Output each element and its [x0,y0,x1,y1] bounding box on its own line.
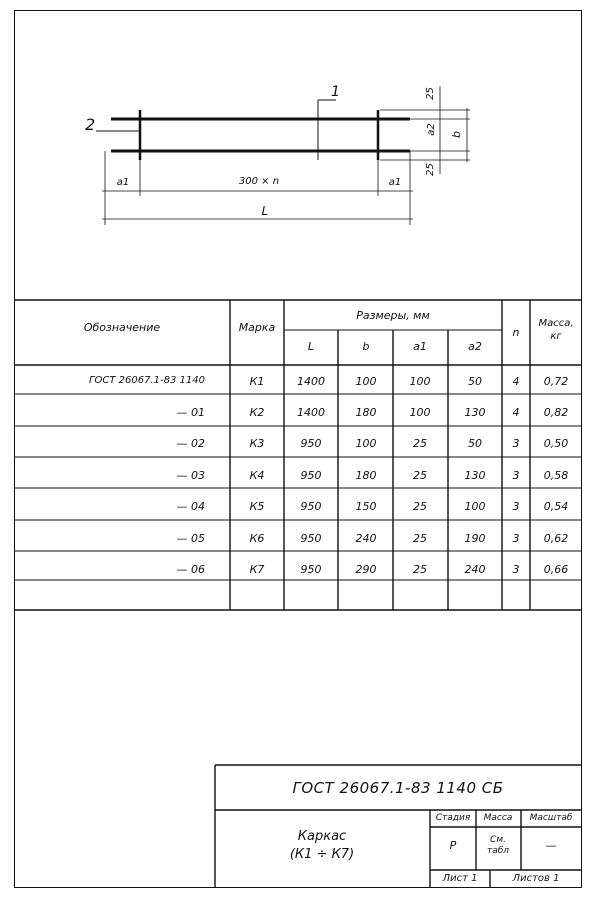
table-row-a2: 50 [468,375,482,388]
table-row-mark: К6 [249,532,265,545]
document-code: ГОСТ 26067.1-83 1140 СБ [292,779,504,797]
table-row-a1: 25 [413,500,427,513]
table-row-mass: 0,66 [543,563,569,576]
sheets-label: Листов 1 [512,873,560,884]
table-row-b: 180 [355,406,377,419]
table-row-mark: К4 [249,469,265,482]
header-mass-line2: кг [550,331,562,342]
table-row-L: 950 [300,500,322,513]
table-row-a2: 130 [464,469,486,482]
table-row-n: 3 [512,469,520,482]
table-row-a1: 25 [413,469,427,482]
header-designation: Обозначение [83,321,161,334]
cage-drawing [0,0,591,300]
table-row-designation: — 02 [176,437,205,450]
table-row-mark: К2 [249,406,265,419]
table-row-mass: 0,50 [543,437,569,450]
scale-label: Масштаб [529,813,573,823]
item-name-line2: (К1 ÷ К7) [289,847,355,862]
table-row-L: 950 [300,469,322,482]
dim-top-label: 25 [424,87,436,100]
stage-label: Стадия [435,813,471,823]
leader-label-2: 2 [85,115,96,134]
mass-label: Масса [483,813,513,823]
table-row-n: 4 [512,406,520,419]
table-row-L: 1400 [297,406,325,419]
table-row-n: 3 [512,500,520,513]
table-row-a2: 240 [464,563,486,576]
table-row-L: 1400 [297,375,325,388]
table-row-L: 950 [300,532,322,545]
dim-bottom-label: 25 [424,163,436,176]
header-mass-line1: Масса, [538,318,574,329]
dim-L-label: L [261,204,269,218]
table-row-a1: 100 [409,406,431,419]
dim-a1-right-label: a1 [388,177,402,188]
header-a1: a1 [413,340,427,353]
mass-value-line2: табл [486,846,510,856]
table-row-n: 3 [512,437,520,450]
table-row-mass: 0,58 [543,469,569,482]
dim-b-label: b [449,131,463,138]
table-row-a1: 25 [413,563,427,576]
leader-label-1: 1 [331,84,340,100]
table-row-a1: 100 [409,375,431,388]
scale-value: — [545,839,557,852]
table-row-L: 950 [300,563,322,576]
dim-a1-left-label: a1 [116,177,130,188]
table-row-mass: 0,62 [543,532,569,545]
table-row-b: 150 [355,500,377,513]
table-row-a2: 100 [464,500,486,513]
table-row-a1: 25 [413,532,427,545]
table-row-mass: 0,82 [543,406,569,419]
header-n: n [512,326,520,339]
table-row-designation: ГОСТ 26067.1-83 1140 [88,375,205,386]
table-row-a2: 190 [464,532,486,545]
table-row-b: 180 [355,469,377,482]
table-row-n: 4 [512,375,520,388]
sheet-label: Лист 1 [442,873,478,884]
table-row-n: 3 [512,563,520,576]
table-row-a2: 50 [468,437,482,450]
table-row-designation: — 05 [176,532,205,545]
table-row-L: 950 [300,437,322,450]
table-row-mark: К1 [249,375,265,388]
table-row-a1: 25 [413,437,427,450]
table-row-designation: — 04 [176,500,205,513]
header-sizes: Размеры, мм [356,309,430,322]
header-a2: a2 [468,340,482,353]
table-row-designation: — 01 [176,406,205,419]
stage-value: Р [449,839,457,852]
item-name-line1: Каркас [297,829,347,844]
header-b: b [362,340,370,353]
mass-value-line1: См. [490,835,506,845]
header-mark: Марка [238,321,276,334]
table-row-b: 290 [355,563,377,576]
table-row-mass: 0,72 [543,375,569,388]
table-row-b: 100 [355,437,377,450]
table-row-mass: 0,54 [543,500,569,513]
dim-step-label: 300 × n [238,176,280,187]
table-row-n: 3 [512,532,520,545]
table-row-designation: — 03 [176,469,205,482]
dim-a2-label: a2 [425,123,437,136]
table-row-designation: — 06 [176,563,205,576]
table-row-b: 100 [355,375,377,388]
table-row-mark: К7 [249,563,265,576]
table-row-mark: К5 [249,500,265,513]
table-row-b: 240 [355,532,377,545]
header-L: L [307,340,315,353]
table-row-a2: 130 [464,406,486,419]
table-row-mark: К3 [249,437,265,450]
